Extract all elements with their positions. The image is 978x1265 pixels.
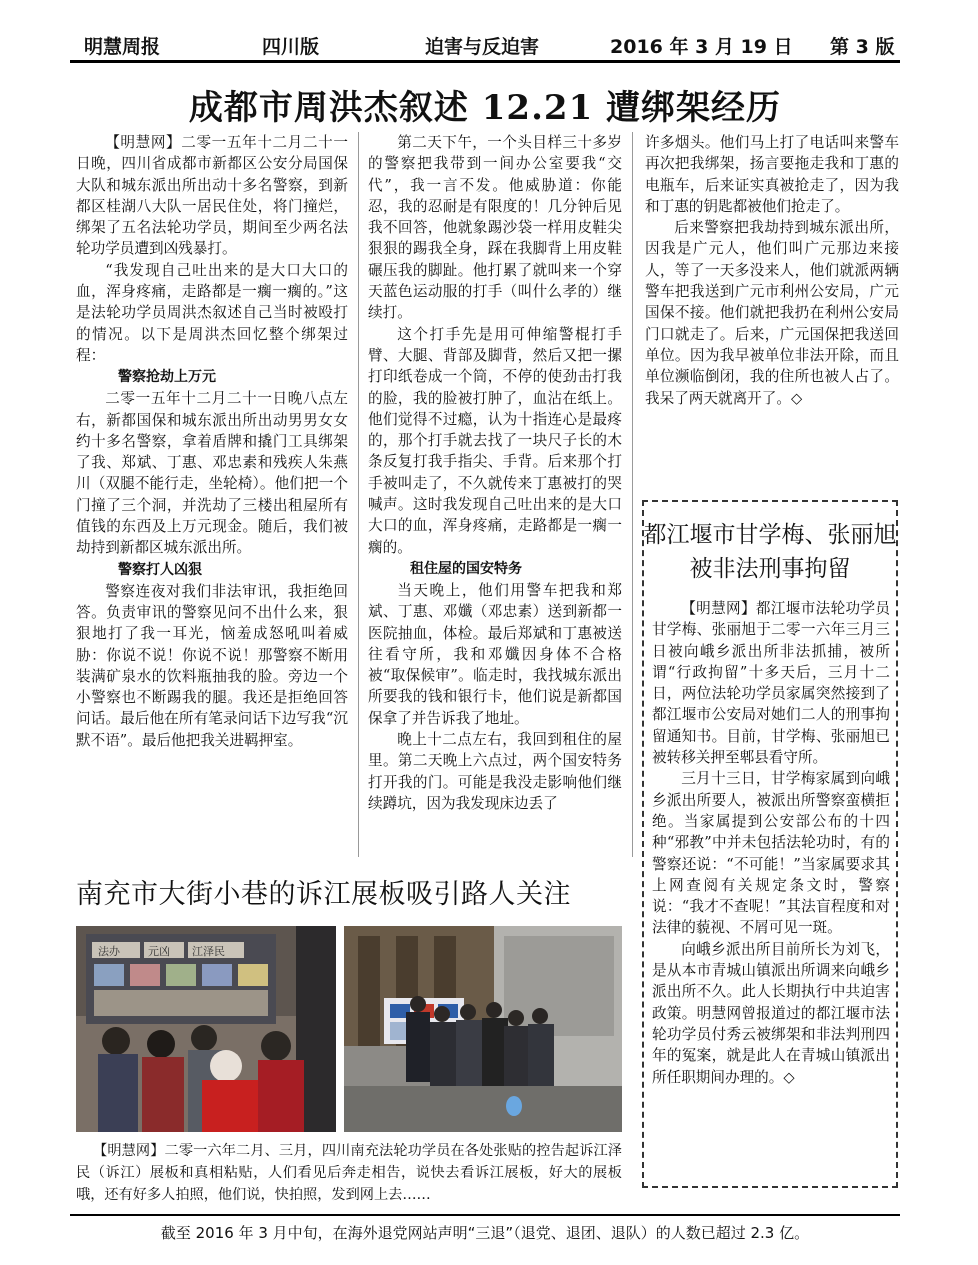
article-paragraph: 晚上十二点左右，我回到租住的屋里。第二天晚上六点过，两个国安特务打开我的门。可能是我没走影响他们继续蹲坑，因为我发现床边丢了 xyxy=(368,731,622,812)
main-article-title: 成都市周洪杰叙述 12.21 遭绑架经历 xyxy=(188,88,782,128)
side-title-line-2: 被非法刑事拘留 xyxy=(689,556,851,582)
article-paragraph: “我发现自己吐出来的是大口大口的血，浑身疼痛，走路都是一瘸一瘸的。”这是法轮功学员周洪杰叙述自己当时被殴打的情况。以下是周洪杰回忆整个绑架过程： xyxy=(76,261,348,364)
board-label-1: 法办 xyxy=(98,945,120,958)
section-subheading: 租住屋的国安特务 xyxy=(410,560,522,577)
photo-crowd-image xyxy=(76,926,336,1132)
article-paragraph: 警察连夜对我们非法审讯，我拒绝回答。负责审讯的警察见问不出什么来，狠狠地打了我一耳光，恼羞成怒吼叫着威胁：你说不说！你说不说！那警察不断用装满矿泉水的饮料瓶抽我的脸。旁边一个小警察也不断踢我的腿。我还是拒绝回答问话。最后他在所有笔录问话下边写我“沉默不语”。最后他把我关进羁押室。 xyxy=(76,582,348,749)
section-subheading: 警察抢劫上万元 xyxy=(118,369,216,386)
column-divider xyxy=(632,132,633,857)
nanchong-article-title: 南充市大街小巷的诉江展板吸引路人关注 xyxy=(76,879,571,910)
board-label-2: 元凶 xyxy=(148,945,170,958)
article-paragraph: 后来警察把我劫持到城东派出所，因我是广元人，他们叫广元那边来接人，等了一天多没来人，他们就派两辆警车把我送到广元市利州公安局，广元国保不接。他们就把我扔在利州公安局门口就走了。后来，广元国保把我送回单位。因为我早被单位非法开除，而且单位濒临倒闭，我的住所也被人占了。我呆了两天就离开了。◇ xyxy=(645,219,899,407)
side-article-paragraph: 三月十三日，甘学梅家属到向峨乡派出所要人，被派出所警察蛮横拒绝。当家属提到公安部公布的十四种“邪教”中并未包括法轮功时，有的警察还说：“不可能！”当家属要求其上网查阅有关规定条文时，警察说：“我才不查呢！”其法盲程度和对法律的藐视、不屑可见一斑。 xyxy=(652,770,890,937)
photo-group-image xyxy=(344,926,622,1132)
nanchong-caption xyxy=(76,1140,622,1206)
article-paragraph: 第二天下午，一个头目样三十多岁的警察把我带到一间办公室要我“交代”，我一言不发。他威胁道：你能忍，我的忍耐是有限度的！几分钟后见我不回答，他就象踢沙袋一样用皮鞋尖狠狠的踢我全身，踩在我脚背上用皮鞋碾压我的脚趾。他打累了就叫来一个穿天蓝色运动服的打手（叫什么孝的）继续打。 xyxy=(368,134,622,322)
photo-crowd-at-board xyxy=(76,926,336,1132)
article-paragraph: 许多烟头。他们马上打了电话叫来警车再次把我绑架，扬言要拖走我和丁惠的电瓶车，后来证实真被抢走了，因为我和丁惠的钥匙都被他们抢走了。 xyxy=(645,134,899,215)
footer-rule xyxy=(70,1214,900,1216)
issue-date: 2016 年 3 月 19 日 xyxy=(610,36,793,58)
article-paragraph: 二零一五年十二月二十一日晚八点左右，新都国保和城东派出所出动男男女女约十多名警察，拿着盾牌和撬门工具绑架了我、郑斌、丁惠、邓忠素和残疾人朱燕川（双腿不能行走，坐轮椅）。他们把一个门撞了三个洞，并洗劫了三楼出租屋所有值钱的东西及上万元现金。随后，我们被劫持到新都区城东派出所。 xyxy=(76,390,348,557)
nanchong-caption-text: 【明慧网】二零一六年二月、三月，四川南充法轮功学员在各处张贴的控告起诉江泽民（诉江）展板和真相粘贴，人们看见后奔走相告，说快去看诉江展板，好大的展板哦，还有好多人拍照，他们说，快拍照，发到网上去…… xyxy=(76,1143,622,1203)
main-article-column-2 xyxy=(368,132,622,814)
edition-label: 四川版 xyxy=(262,36,320,58)
side-article-paragraph: 向峨乡派出所目前所长为刘飞，是从本市青城山镇派出所调来向峨乡派出所不久。此人长期执行中共迫害政策。明慧网曾报道过的都江堰市法轮功学员付秀云被绑架和非法判刑四年的冤案，就是此人在青城山镇派出所任职期间办理的。◇ xyxy=(652,940,890,1086)
main-article-column-1 xyxy=(76,132,348,751)
header-rule xyxy=(70,60,900,63)
page-number: 第 3 版 xyxy=(830,36,895,58)
side-article-title xyxy=(642,518,898,586)
article-paragraph: 这个打手先是用可伸缩警棍打手臂、大腿、背部及脚背，然后又把一摞打印纸卷成一个筒，不停的使劲击打我的脸，我的脸被打肿了，血沾在纸上。他们觉得不过瘾，认为十指连心是最疼的，那个打手就去找了一块尺子长的木条反复打我手指尖、手背。后来那个打手被叫走了，不久就传来丁惠被打的哭喊声。这时我发现自己吐出来的是大口大口的血，浑身疼痛，走路都是一瘸一瘸的。 xyxy=(368,325,622,556)
side-title-line-1: 都江堰市甘学梅、张丽旭 xyxy=(643,522,897,548)
board-label-3: 江泽民 xyxy=(192,945,225,958)
photo-group-at-board xyxy=(344,926,622,1132)
side-article-paragraph: 【明慧网】都江堰市法轮功学员甘学梅、张丽旭于二零一六年三月三日被向峨乡派出所非法抓捕，被所谓“行政拘留”十多天后，三月十二日，两位法轮功学员家属突然接到了都江堰市公安局对她们二人的刑事拘留通知书。目前，甘学梅、张丽旭已被转移关押至郫县看守所。 xyxy=(652,600,890,767)
main-article-column-3 xyxy=(645,132,899,409)
newspaper-brand: 明慧周报 xyxy=(84,36,161,58)
column-divider xyxy=(358,132,359,857)
article-paragraph: 【明慧网】二零一五年十二月二十一日晚，四川省成都市新都区公安分局国保大队和城东派出所出动十多名警察，到新都区桂湖八大队一居民住处，将门撞烂，绑架了五名法轮功学员，期间至少两名法轮功学员遭到凶残暴打。 xyxy=(76,134,348,258)
article-paragraph: 当天晚上，他们用警车把我和郑斌、丁惠、邓孅（邓忠素）送到新都一医院抽血，体检。最后郑斌和丁惠被送往看守所，我和邓孅因身体不合格被“取保候审”。临走时，我找城东派出所要我的钱和银行卡，他们说是新都国保拿了并告诉我了地址。 xyxy=(368,581,622,727)
section-label: 迫害与反迫害 xyxy=(425,36,540,58)
side-article-body xyxy=(652,598,890,1088)
footer-notice: 截至 2016 年 3 月中旬，在海外退党网站声明“三退”（退党、退团、退队）的人数已超过 2.3 亿。 xyxy=(160,1224,810,1242)
section-subheading: 警察打人凶狠 xyxy=(118,561,202,578)
